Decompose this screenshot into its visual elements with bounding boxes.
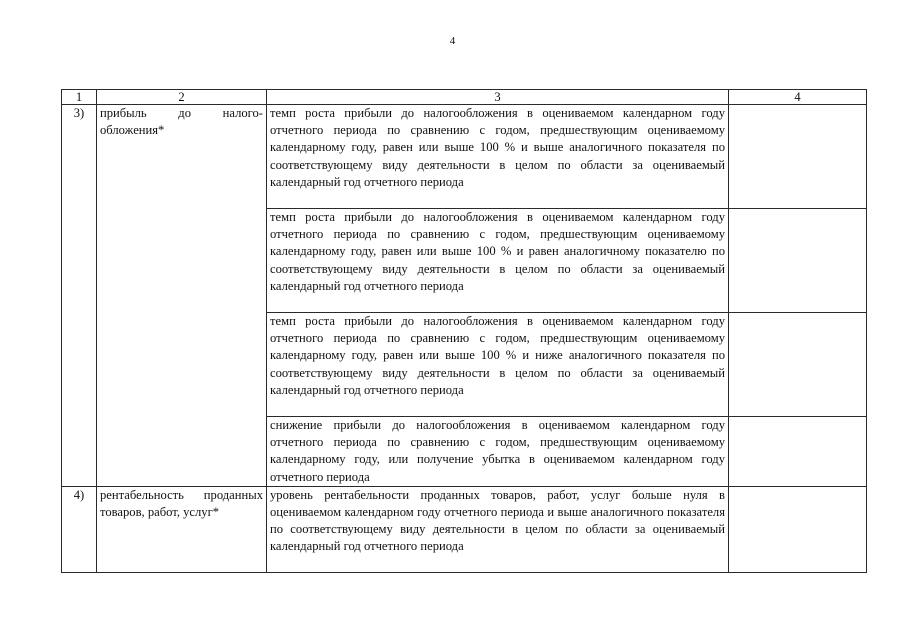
table-row	[62, 486, 867, 572]
score-cell	[729, 417, 867, 487]
row-number: 3)	[62, 105, 97, 487]
indicator-cell: рентабельность проданных товаров, работ, услуг*	[97, 486, 267, 572]
column-header-4: 4	[729, 90, 867, 105]
table-header-row	[62, 90, 867, 105]
score-cell	[729, 105, 867, 209]
score-cell	[729, 209, 867, 313]
table-row	[62, 105, 867, 209]
score-cell	[729, 486, 867, 572]
column-header-1: 1	[62, 90, 97, 105]
column-header-3: 3	[267, 90, 729, 105]
criterion-cell: уровень рентабельности проданных товаров, работ, услуг больше нуля в оцениваемом календарном году отчетного периода и выше аналогичного показателя по соответствующему виду деятельности в целом по области за оцениваемый календарный год отчетного периода	[267, 486, 729, 572]
page-number: 4	[449, 35, 456, 47]
column-header-2: 2	[97, 90, 267, 105]
score-cell	[729, 313, 867, 417]
criterion-cell: темп роста прибыли до налогообложения в оцениваемом календарном году отчетного периода по сравнению с годом, предшествующим оцениваемому календарному году, равен или выше 100 % и выше аналогичного показателя по соответствующему виду деятельности в целом по области за оцениваемый календарный год отчетного периода	[267, 105, 729, 209]
indicator-cell: прибыль до налого-обложения*	[97, 105, 267, 487]
criterion-cell: темп роста прибыли до налогообложения в оцениваемом календарном году отчетного периода по сравнению с годом, предшествующим оцениваемому календарному году, равен или выше 100 % и ниже аналогичного показателя по соответствующему виду деятельности в целом по области за оцениваемый календарный год отчетного периода	[267, 313, 729, 417]
criteria-table	[61, 89, 867, 573]
criterion-cell: темп роста прибыли до налогообложения в оцениваемом календарном году отчетного периода по сравнению с годом, предшествующим оцениваемому календарному году, равен или выше 100 % и равен аналогичному показателю по соответствующему виду деятельности в целом по области за оцениваемый календарный год отчетного периода	[267, 209, 729, 313]
row-number: 4)	[62, 486, 97, 572]
criterion-cell: снижение прибыли до налогообложения в оцениваемом календарном году отчетного периода по сравнению с годом, предшествующим оцениваемому календарному году, или получение убытка в оцениваемом календарном году отчетного периода	[267, 417, 729, 487]
